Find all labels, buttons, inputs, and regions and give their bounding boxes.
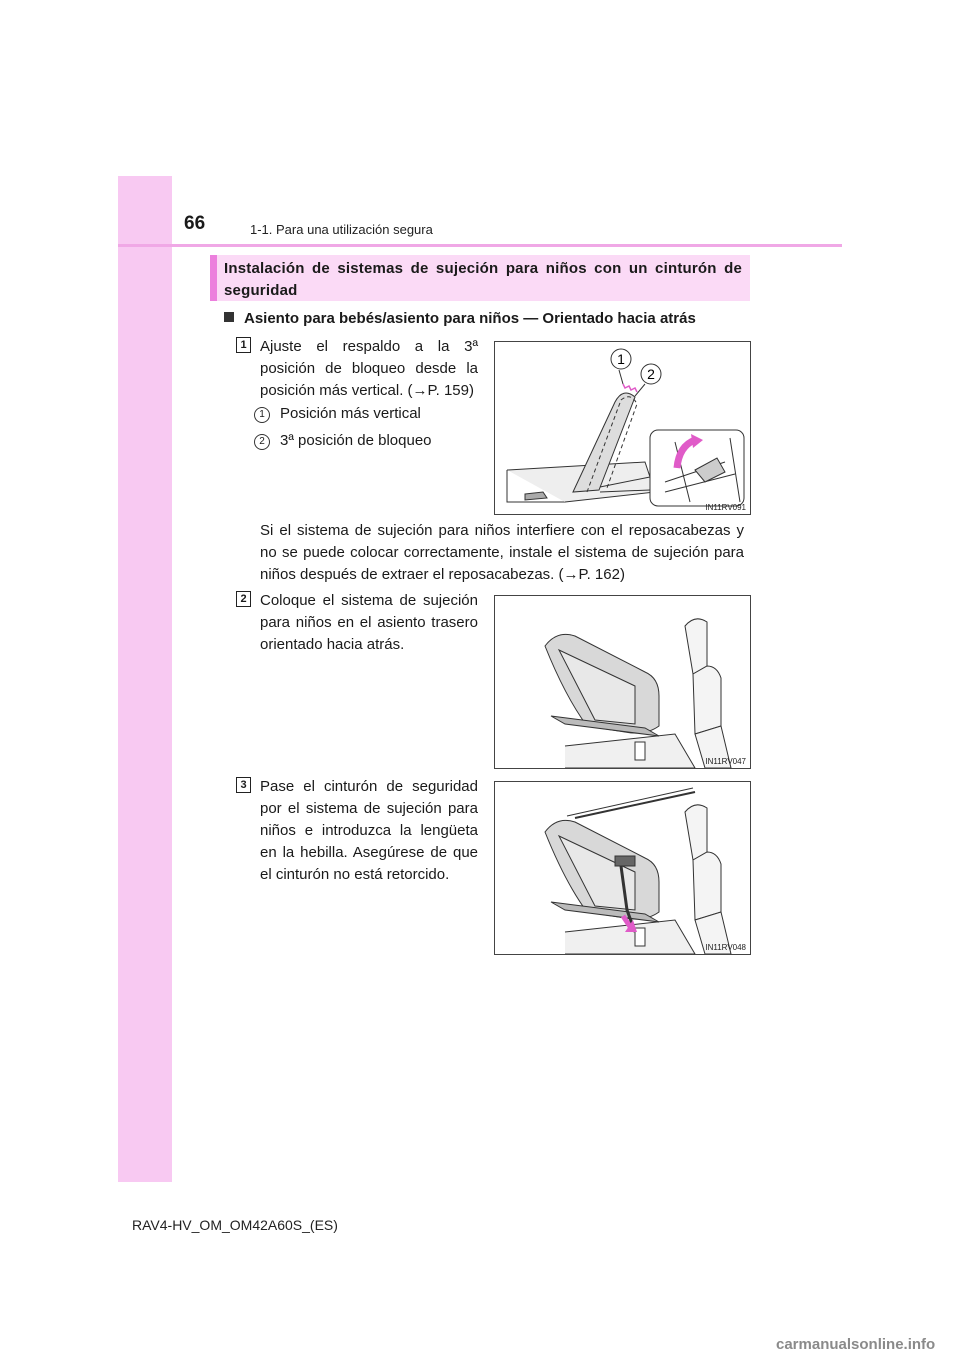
callout-1-label: 1 bbox=[617, 351, 625, 367]
square-bullet-icon bbox=[224, 312, 234, 322]
watermark: carmanualsonline.info bbox=[776, 1336, 936, 1353]
section-title: 1-1. Para una utilización segura bbox=[250, 222, 433, 237]
callout-marker: 1 bbox=[254, 407, 270, 423]
sub-heading-text: Asiento para bebés/asiento para niños — Orientado hacia atrás bbox=[244, 310, 696, 327]
figure-code: IN11RV047 bbox=[705, 757, 746, 766]
callout-marker: 2 bbox=[254, 434, 270, 450]
figure-place-seat bbox=[494, 595, 751, 769]
header-rule bbox=[118, 244, 842, 247]
heading-accent-bar bbox=[210, 255, 217, 301]
page-number: 66 bbox=[184, 213, 206, 234]
child-seat-placement-illustration bbox=[495, 596, 750, 768]
step-1-text: Ajuste el respaldo a la 3ª posición de bloqueo desde la posición más vertical. (→P. 159) bbox=[260, 338, 478, 399]
step-1-item-1 bbox=[254, 404, 421, 424]
side-tab-band bbox=[118, 176, 172, 1182]
belt-fastening-illustration bbox=[495, 782, 750, 954]
figure-fasten-belt bbox=[494, 781, 751, 955]
footer-model-code: RAV4-HV_OM_OM42A60S_(ES) bbox=[132, 1217, 338, 1233]
step-number-3: 3 bbox=[236, 777, 251, 793]
item-label: Posición más vertical bbox=[280, 405, 421, 422]
sub-heading bbox=[224, 310, 696, 327]
figure-code: IN11RV048 bbox=[705, 943, 746, 952]
figure-seatback-adjust bbox=[494, 341, 751, 515]
item-label: 3ª posición de bloqueo bbox=[280, 432, 432, 449]
figure-code: IN11RV091 bbox=[705, 503, 746, 512]
seatback-illustration bbox=[495, 342, 750, 514]
step-3-text: Pase el cinturón de seguridad por el sistema de sujeción para niños e introduzca la lengüeta en la hebilla. Asegúrese de que el cinturón no está retorcido. bbox=[260, 778, 478, 883]
step-1-item-2 bbox=[254, 431, 432, 451]
step-2-text: Coloque el sistema de sujeción para niños en el asiento trasero orientado hacia atrás. bbox=[260, 592, 478, 653]
callout-2-label: 2 bbox=[647, 366, 655, 382]
section-heading: Instalación de sistemas de sujeción para niños con un cinturón de seguridad bbox=[224, 260, 742, 299]
step-number-1: 1 bbox=[236, 337, 251, 353]
step-1-note: Si el sistema de sujeción para niños interfiere con el reposacabezas y no se puede colocar correctamente, instale el sistema de sujeción para niños después de extraer el reposacabezas. (→P. 162) bbox=[260, 522, 744, 583]
step-number-2: 2 bbox=[236, 591, 251, 607]
